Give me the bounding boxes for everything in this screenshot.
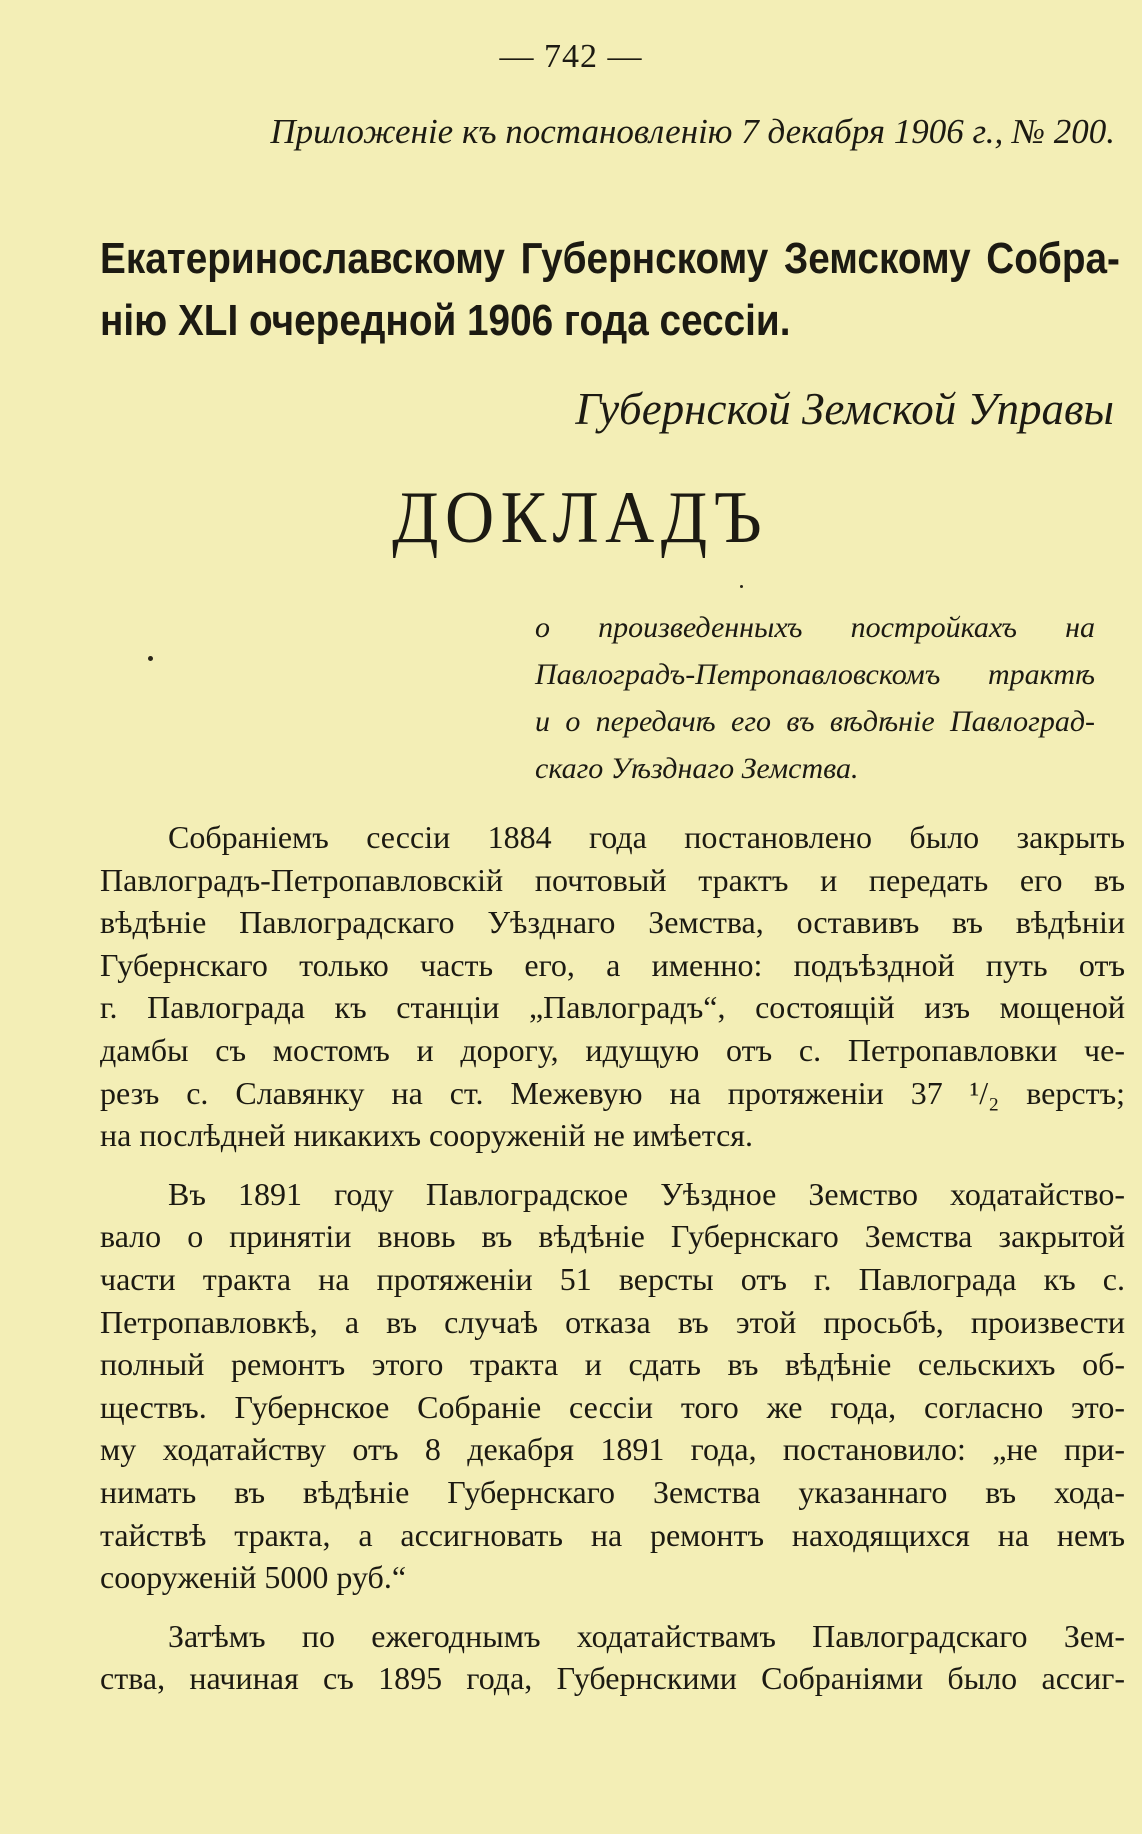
text-line: Затѣмъ по ежегоднымъ ходатайствамъ Павлоградскаго Зем-	[168, 1617, 1125, 1654]
document-subject	[535, 604, 1095, 792]
ink-speck	[740, 585, 743, 588]
subject-line: о произведенныхъ постройкахъ на	[535, 611, 1095, 644]
heading-line-1: Екатеринославскому Губернскому Земскому Собра-	[100, 234, 1120, 283]
text-line: г. Павлограда къ станціи „Павлоградъ“, состоящій изъ мощеной	[100, 989, 1125, 1026]
subject-line: и о передачѣ его въ вѣдѣніе Павлоград-	[535, 705, 1095, 738]
text-line: на послѣдней никакихъ сооруженій не имѣется.	[100, 1117, 754, 1154]
text-line: Въ 1891 году Павлоградское Уѣздное Земство ходатайство-	[168, 1175, 1125, 1212]
subject-line: скаго Уѣзднаго Земства.	[535, 752, 859, 785]
text-line: Павлоградъ-Петропавловскій почтовый трактъ и передать его въ	[100, 861, 1125, 898]
paragraph	[100, 1173, 1125, 1599]
text-line: резъ с. Славянку на ст. Межевую на протяженіи 37 ¹/₂ верстъ;	[100, 1074, 1125, 1111]
ink-speck	[148, 656, 153, 661]
document-title: ДОКЛАДЪ	[392, 477, 769, 559]
text-line: полный ремонтъ этого тракта и сдать въ вѣдѣніе сельскихъ об-	[100, 1346, 1125, 1383]
addressee-heading	[100, 228, 1120, 352]
page-number: — 742 —	[499, 38, 643, 75]
text-line: ществъ. Губернское Собраніе сессіи того же года, согласно это-	[100, 1388, 1125, 1425]
text-line: тайствѣ тракта, а ассигновать на ремонтъ находящихся на немъ	[100, 1516, 1125, 1553]
text-line: вало о принятіи вновь въ вѣдѣніе Губернскаго Земства закрытой	[100, 1218, 1125, 1255]
body-text	[100, 816, 1125, 1700]
paragraph	[100, 1615, 1125, 1700]
text-line: сооруженій 5000 руб.“	[100, 1559, 407, 1596]
paragraph	[100, 816, 1125, 1157]
text-line: дамбы съ мостомъ и дорогу, идущую отъ с. Петропавловки че-	[100, 1031, 1125, 1068]
text-line: нимать въ вѣдѣніе Губернскаго Земства указаннаго въ хода-	[100, 1473, 1125, 1510]
text-line: Петропавловкѣ, а въ случаѣ отказа въ этой просьбѣ, произвести	[100, 1303, 1125, 1340]
heading-line-2: нію XLI очередной 1906 года сессіи.	[100, 296, 791, 345]
text-line: му ходатайству отъ 8 декабря 1891 года, постановило: „не при-	[100, 1431, 1125, 1468]
appendix-note: Приложеніе къ постановленію 7 декабря 1906 г., № 200.	[270, 112, 1115, 151]
author-line: Губернской Земской Управы	[575, 384, 1114, 434]
text-line: Губернскаго только часть его, а именно: подъѣздной путь отъ	[100, 946, 1125, 983]
paragraph-gap	[100, 1599, 1125, 1615]
text-line: части тракта на протяженіи 51 версты отъ г. Павлограда къ с.	[100, 1260, 1125, 1297]
text-line: ства, начиная съ 1895 года, Губернскими Собраніями было ассиг-	[100, 1660, 1125, 1697]
text-line: вѣдѣніе Павлоградскаго Уѣзднаго Земства, оставивъ въ вѣдѣніи	[100, 904, 1125, 941]
paragraph-gap	[100, 1157, 1125, 1173]
subject-line: Павлоградъ-Петропавловскомъ трактѣ	[535, 658, 1095, 691]
text-line: Собраніемъ сессіи 1884 года постановлено было закрыть	[168, 819, 1125, 855]
